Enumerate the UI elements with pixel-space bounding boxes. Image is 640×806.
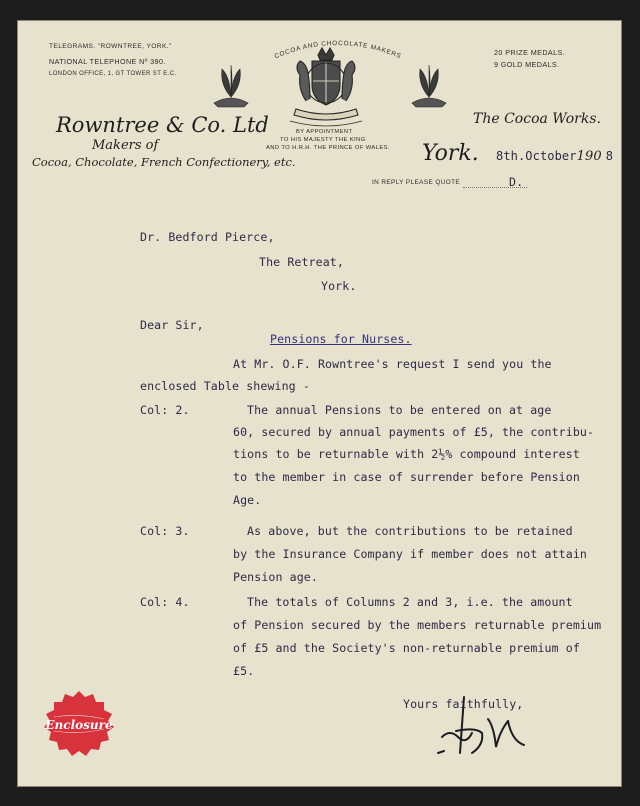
products-line: Cocoa, Chocolate, French Confectionery, etc. (32, 155, 296, 169)
telephone-line: NATIONAL TELEPHONE Nº 390. (49, 57, 166, 66)
appointment-line-1: BY APPOINTMENT (296, 129, 353, 135)
gold-medals: 9 GOLD MEDALS. (494, 60, 560, 69)
prince-feathers-icon-right (404, 63, 454, 109)
makers-of: Makers of (92, 138, 159, 153)
col4-label: Col: 4. (140, 595, 190, 609)
appointment-line-2: TO HIS MAJESTY THE KING (280, 137, 366, 143)
appointment-line-3: AND TO H.R.H. THE PRINCE OF WALES. (266, 145, 390, 151)
svg-text:COCOA AND CHOCOLATE MAKERS: COCOA AND CHOCOLATE MAKERS (273, 39, 403, 61)
reply-code: D. (509, 175, 524, 189)
addressee-name: Dr. Bedford Pierce, (140, 230, 275, 244)
prince-feathers-icon-left (206, 63, 256, 109)
london-office-line: LONDON OFFICE, 1, GT TOWER ST E.C. (49, 71, 177, 77)
telegrams-line: TELEGRAMS. "ROWNTREE, YORK." (49, 43, 172, 50)
addressee-institution: The Retreat, (259, 255, 344, 269)
royal-coat-of-arms-icon (276, 45, 372, 127)
col2-line-4: to the member in case of surrender before Pension (233, 470, 580, 484)
enclosure-seal (42, 689, 116, 759)
col2-line-5: Age. (233, 493, 262, 507)
cocoa-works: The Cocoa Works. (473, 111, 601, 127)
col2-line-3: tions to be returnable with 2½% compound interest (233, 447, 580, 461)
intro-line-2: enclosed Table shewing - (140, 379, 310, 393)
subject-line: Pensions for Nurses. (270, 332, 412, 346)
col3-line-3: Pension age. (233, 570, 318, 584)
col4-line-3: of £5 and the Society's non-returnable premium of (233, 641, 580, 655)
letter-sheet (17, 20, 622, 787)
intro-line-1: At Mr. O.F. Rowntree's request I send you the (233, 357, 552, 371)
salutation: Dear Sir, (140, 318, 204, 332)
col4-line-1: The totals of Columns 2 and 3, i.e. the amount (247, 595, 573, 609)
col4-line-2: of Pension secured by the members returnable premium (233, 618, 602, 632)
company-name: Rowntree & Co. Ltd (56, 113, 269, 137)
col4-line-4: £5. (233, 664, 255, 678)
col3-line-2: by the Insurance Company if member does not attain (233, 547, 588, 561)
col2-label: Col: 2. (140, 403, 190, 417)
col3-line-1: As above, but the contributions to be retained (247, 524, 573, 538)
col2-line-1: The annual Pensions to be entered on at age (247, 403, 552, 417)
col2-line-2: 60, secured by annual payments of £5, the contribu- (233, 425, 595, 439)
addressee-city: York. (321, 279, 357, 293)
prize-medals: 20 PRIZE MEDALS. (494, 48, 566, 57)
city-york: York. (422, 141, 479, 166)
svg-text:Enclosure: Enclosure (45, 718, 113, 732)
letter-date: 8th.October190 8 (496, 149, 614, 164)
signature-icon (428, 693, 538, 763)
reply-quote-label: IN REPLY PLEASE QUOTE (372, 179, 461, 186)
closing: Yours faithfully, (403, 697, 524, 711)
col3-label: Col: 3. (140, 524, 190, 538)
